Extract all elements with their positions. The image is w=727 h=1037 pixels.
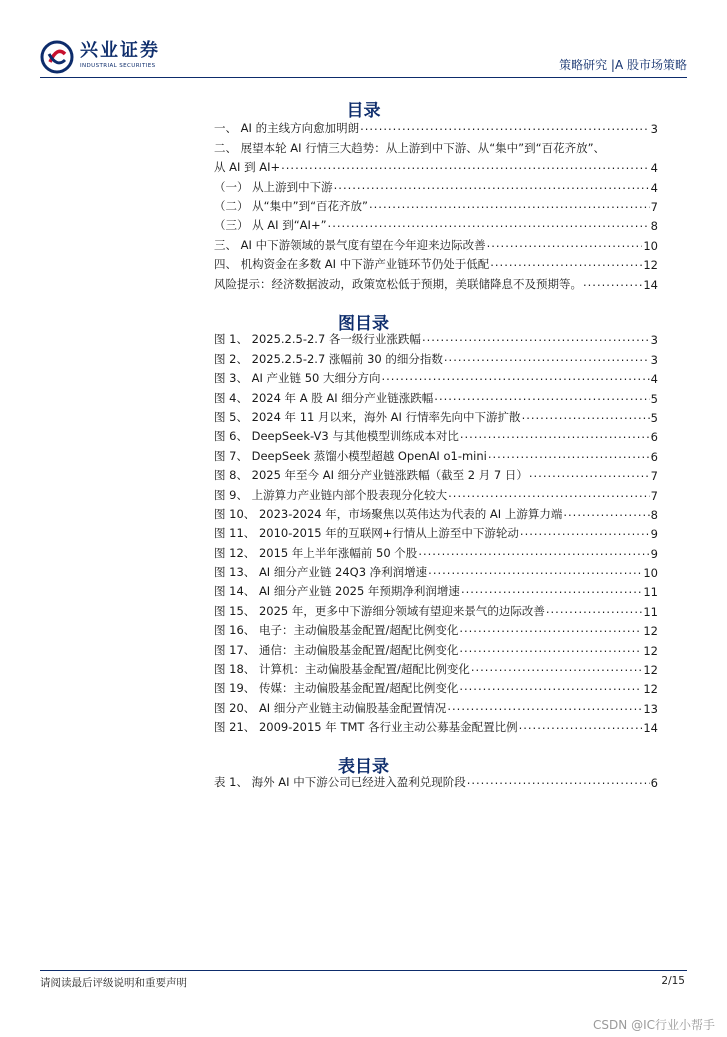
figure-entry[interactable]: 图 19、 传媒：主动偏股基金配置/超配比例变化 ..... 12 [214, 677, 658, 696]
watermark: CSDN @IC行业小帮手 [593, 1018, 715, 1032]
toc-entry[interactable]: （二） 从“集中”到“百花齐放” ..... 7 [214, 195, 658, 214]
figure-entry[interactable]: 图 12、 2015 年上半年涨幅前 50 个股 ..... 9 [214, 541, 658, 560]
toc-entry[interactable]: 从 AI 到 AI+ ..... 4 [214, 156, 658, 175]
page-header [0, 0, 727, 80]
figure-entry[interactable]: 图 2、 2025.2.5-2.7 涨幅前 30 的细分指数 ..... 3 [214, 347, 658, 366]
figure-entry[interactable]: 图 21、 2009-2015 年 TMT 各行业主动公募基金配置比例 ..... 14 [214, 716, 658, 735]
figure-entry[interactable]: 图 15、 2025 年，更多中下游细分领域有望迎来景气的边际改善 ..... 11 [214, 599, 658, 618]
figure-entry[interactable]: 图 9、 上游算力产业链内部个股表现分化较大 ..... 7 [214, 483, 658, 502]
figure-entry[interactable]: 图 7、 DeepSeek 蒸馏小模型超越 OpenAI o1-mini ..... 6 [214, 444, 658, 463]
figure-entry[interactable]: 图 10、 2023-2024 年，市场聚焦以英伟达为代表的 AI 上游算力端 ..... 8 [214, 503, 658, 522]
toc-title: 目录 [346, 101, 381, 121]
figure-entry[interactable]: 图 5、 2024 年 11 月以来，海外 AI 行情率先向中下游扩散 ..... 5 [214, 406, 658, 425]
figure-entry[interactable]: 图 18、 计算机：主动偏股基金配置/超配比例变化 ..... 12 [214, 658, 658, 677]
toc-entry[interactable]: （一） 从上游到中下游 ..... 4 [214, 175, 658, 194]
table-list-title: 表目录 [338, 757, 389, 777]
toc-list [214, 117, 658, 292]
figure-entry[interactable]: 图 16、 电子：主动偏股基金配置/超配比例变化 ..... 12 [214, 619, 658, 638]
figure-entry[interactable]: 图 13、 AI 细分产业链 24Q3 净利润增速 ..... 10 [214, 561, 658, 580]
toc-entry[interactable]: 二、 展望本轮 AI 行情三大趋势：从上游到中下游、从“集中”到“百花齐放”、 [214, 140, 606, 155]
toc-entry[interactable]: 一、 AI 的主线方向愈加明朗 ..... 3 [214, 117, 658, 136]
figure-entry[interactable]: 图 6、 DeepSeek-V3 与其他模型训练成本对比 ..... 6 [214, 425, 658, 444]
toc-entry[interactable]: （三） 从 AI 到“AI+” ..... 8 [214, 214, 658, 233]
header-divider [40, 77, 687, 78]
table-list [214, 771, 658, 790]
figure-entry[interactable]: 图 20、 AI 细分产业链主动偏股基金配置情况 ..... 13 [214, 696, 658, 715]
company-logo [40, 40, 240, 74]
figure-list-title: 图目录 [338, 314, 389, 334]
figure-entry[interactable]: 图 1、 2025.2.5-2.7 各一级行业涨跌幅 ..... 3 [214, 328, 658, 347]
figure-entry[interactable]: 图 11、 2010-2015 年的互联网+行情从上游至中下游轮动 ..... 9 [214, 522, 658, 541]
figure-entry[interactable]: 图 8、 2025 年至今 AI 细分产业链涨跌幅（截至 2 月 7 日） ..... 7 [214, 464, 658, 483]
figure-entry[interactable]: 图 17、 通信：主动偏股基金配置/超配比例变化 ..... 12 [214, 638, 658, 657]
figure-entry[interactable]: 图 14、 AI 细分产业链 2025 年预期净利润增速 ..... 11 [214, 580, 658, 599]
footer-divider [40, 970, 687, 971]
report-category: 策略研究 |A 股市场策略 [559, 58, 687, 72]
logo-chinese-name: 兴业证券 [80, 40, 160, 61]
figure-entry[interactable]: 图 4、 2024 年 A 股 AI 细分产业链涨跌幅 ..... 5 [214, 386, 658, 405]
footer-disclaimer: 请阅读最后评级说明和重要声明 [40, 977, 187, 989]
logo-english-name: INDUSTRIAL SECURITIES [80, 63, 156, 69]
table-entry[interactable]: 表 1、 海外 AI 中下游公司已经进入盈利兑现阶段 ..... 6 [214, 771, 658, 790]
figure-list [214, 328, 658, 735]
toc-entry[interactable]: 四、 机构资金在多数 AI 中下游产业链环节仍处于低配 ..... 12 [214, 253, 658, 272]
toc-entry[interactable]: 风险提示：经济数据波动，政策宽松低于预期，美联储降息不及预期等。 ..... 14 [214, 272, 658, 291]
toc-entry[interactable]: 三、 AI 中下游领域的景气度有望在今年迎来边际改善 ..... 10 [214, 233, 658, 252]
logo-mark-icon [40, 40, 74, 74]
page-number: 2/15 [661, 975, 685, 987]
figure-entry[interactable]: 图 3、 AI 产业链 50 大细分方向 ..... 4 [214, 367, 658, 386]
